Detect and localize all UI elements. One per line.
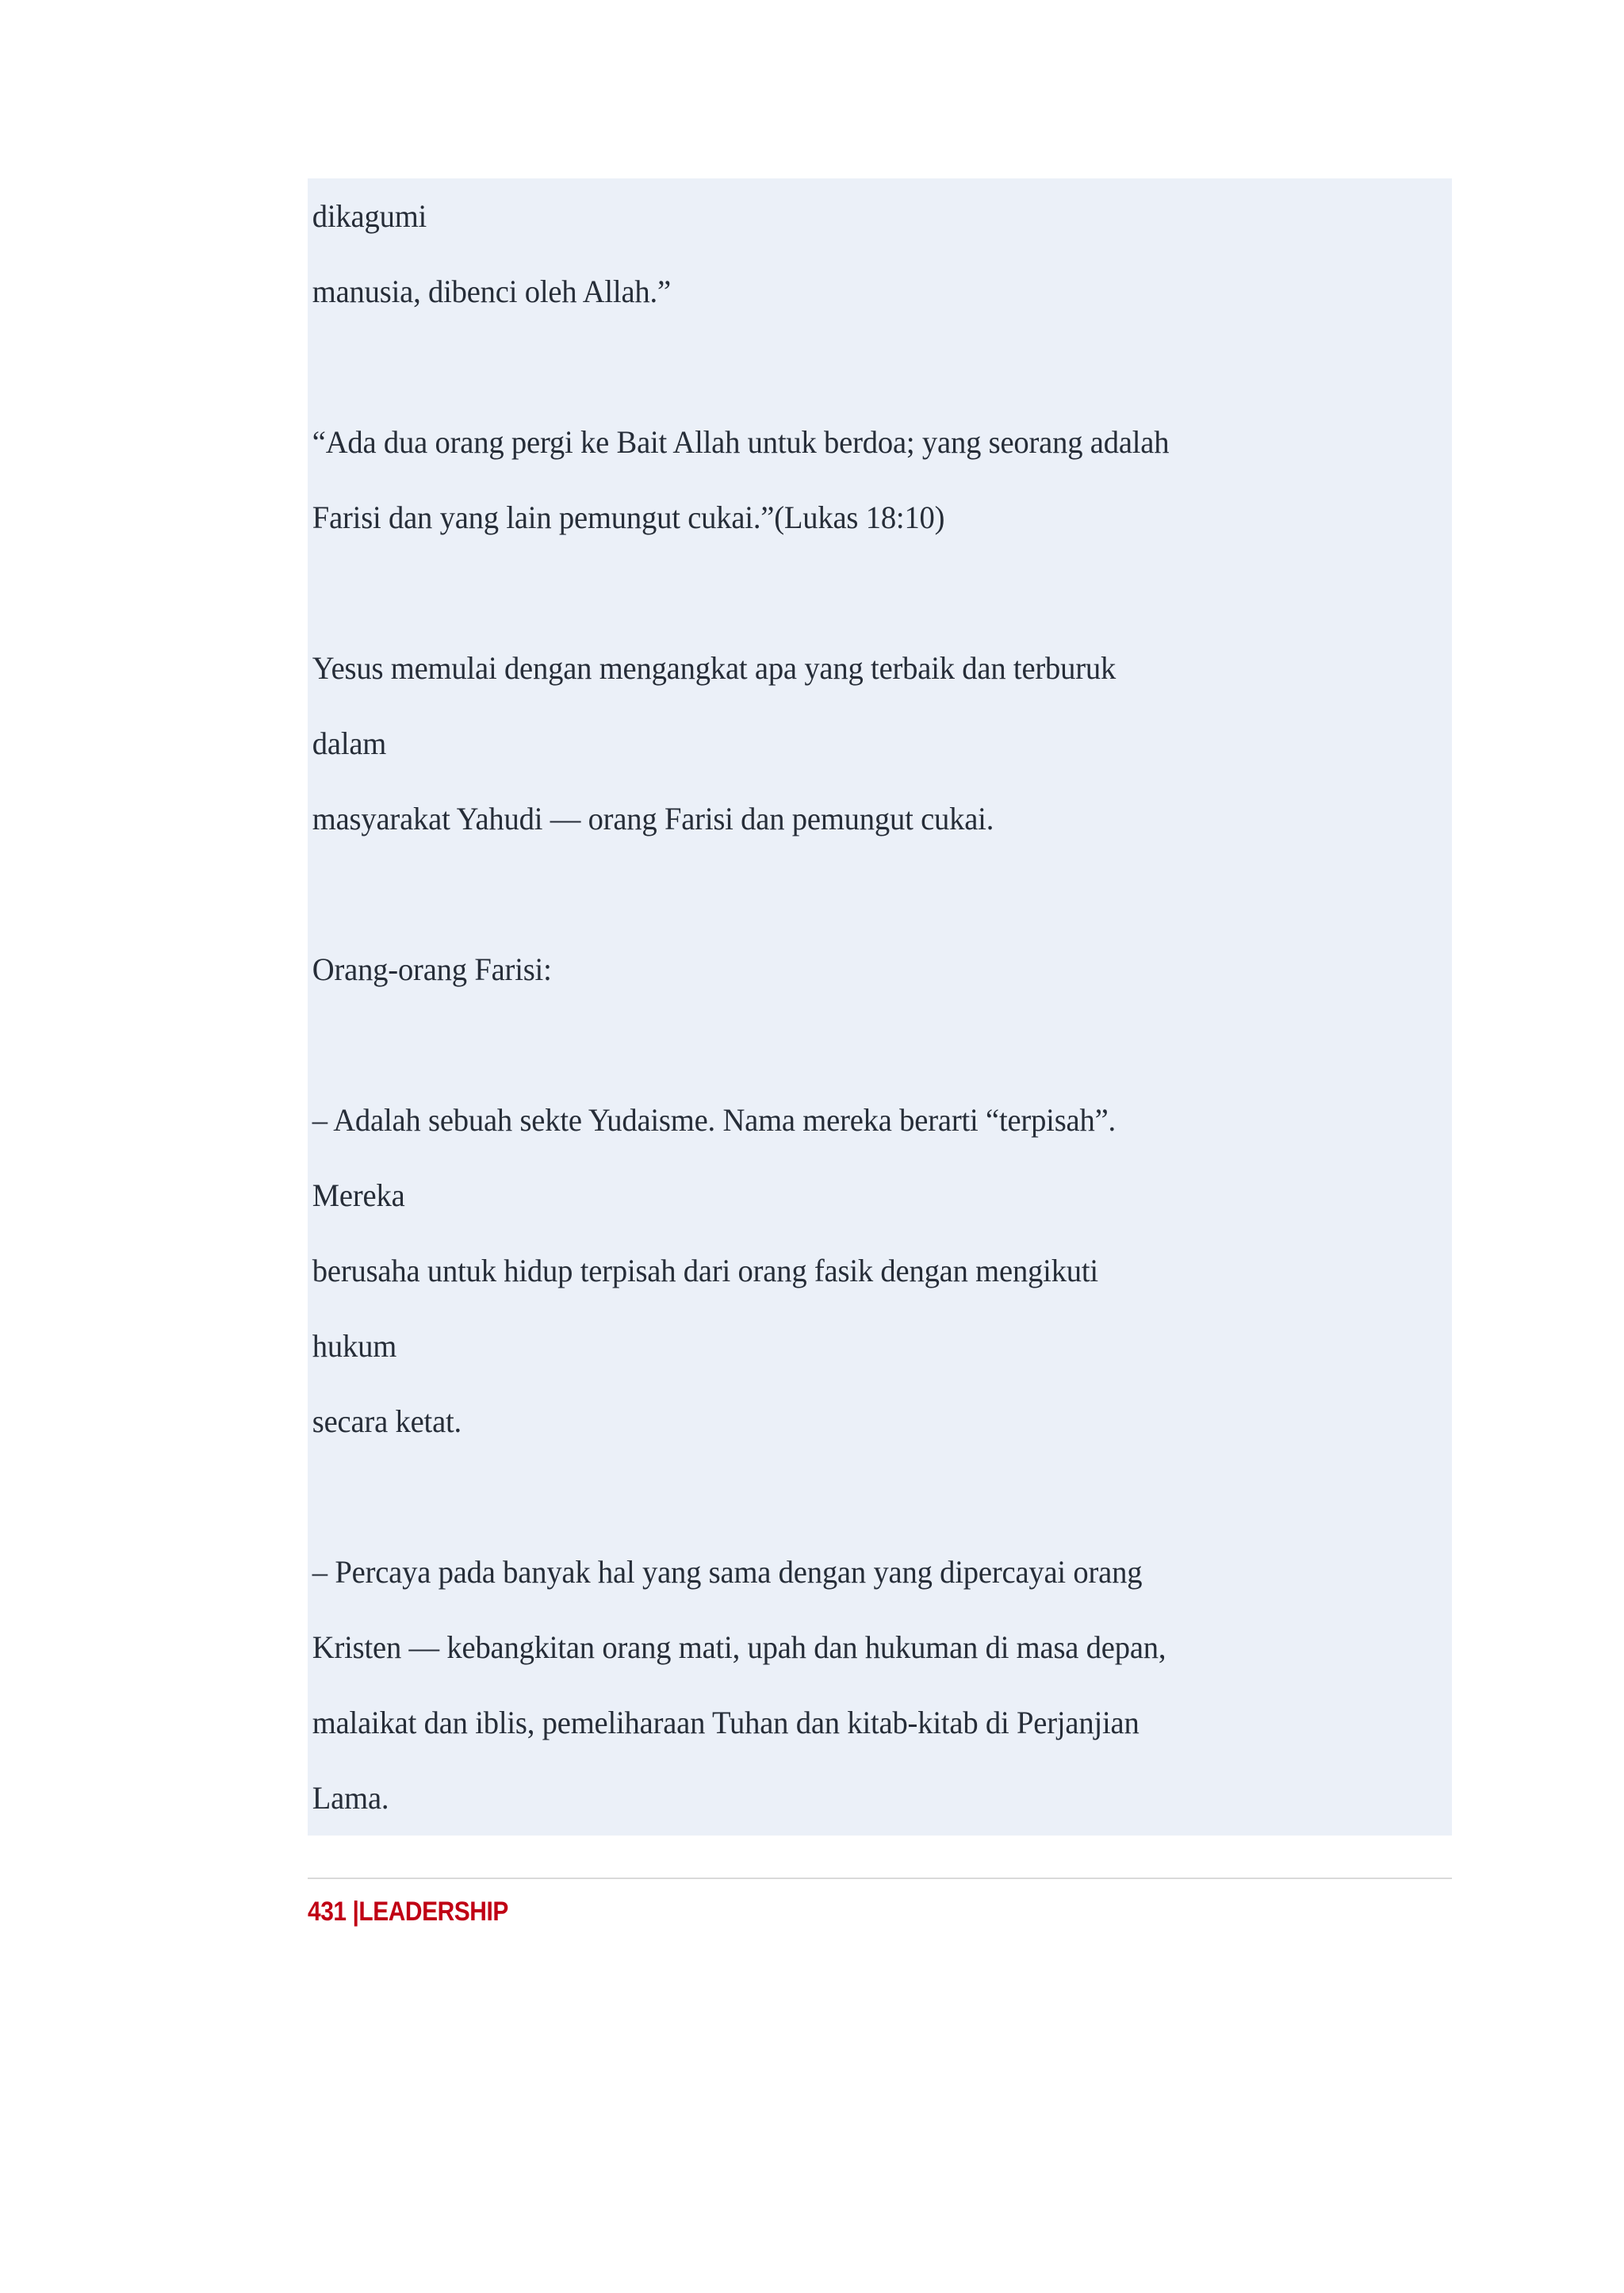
text-line: hukum <box>312 1328 397 1364</box>
footer-divider <box>308 1878 1452 1879</box>
text-line: Kristen — kebangkitan orang mati, upah dan hukuman di masa depan, <box>312 1629 1166 1665</box>
text-line: secara ketat. <box>312 1403 462 1439</box>
text-line: – Percaya pada banyak hal yang sama dengan yang dipercayai orang <box>312 1554 1143 1590</box>
text-line: Mereka <box>312 1177 405 1213</box>
text-line: Lama. <box>312 1780 389 1816</box>
text-line-blank <box>308 856 1411 932</box>
text-line: – Adalah sebuah sekte Yudaisme. Nama mereka berarti “terpisah”. <box>312 1102 1116 1138</box>
text-line-blank <box>308 329 1411 404</box>
highlighted-text-block <box>308 178 1452 1836</box>
text-line: Yesus memulai dengan mengangkat apa yang terbaik dan terburuk <box>312 650 1116 686</box>
text-line: malaikat dan iblis, pemeliharaan Tuhan dan kitab-kitab di Perjanjian <box>312 1705 1139 1740</box>
text-line: dalam <box>312 725 387 761</box>
text-line: Orang-orang Farisi: <box>312 951 552 987</box>
text-line: berusaha untuk hidup terpisah dari orang fasik dengan mengikuti <box>312 1253 1098 1288</box>
text-line: manusia, dibenci oleh Allah.” <box>312 274 671 309</box>
text-line: masyarakat Yahudi — orang Farisi dan pemungut cukai. <box>312 801 994 836</box>
text-line: dikagumi <box>312 198 427 234</box>
text-line: Farisi dan yang lain pemungut cukai.”(Lukas 18:10) <box>312 500 945 535</box>
text-line-blank <box>308 555 1411 630</box>
text-line: “Ada dua orang pergi ke Bait Allah untuk berdoa; yang seorang adalah <box>312 424 1170 460</box>
text-line-blank <box>308 1007 1411 1082</box>
page-footer <box>308 1878 1452 1927</box>
footer-page-label: 431 |LEADERSHIP <box>308 1897 508 1927</box>
text-line-blank <box>308 1459 1411 1534</box>
